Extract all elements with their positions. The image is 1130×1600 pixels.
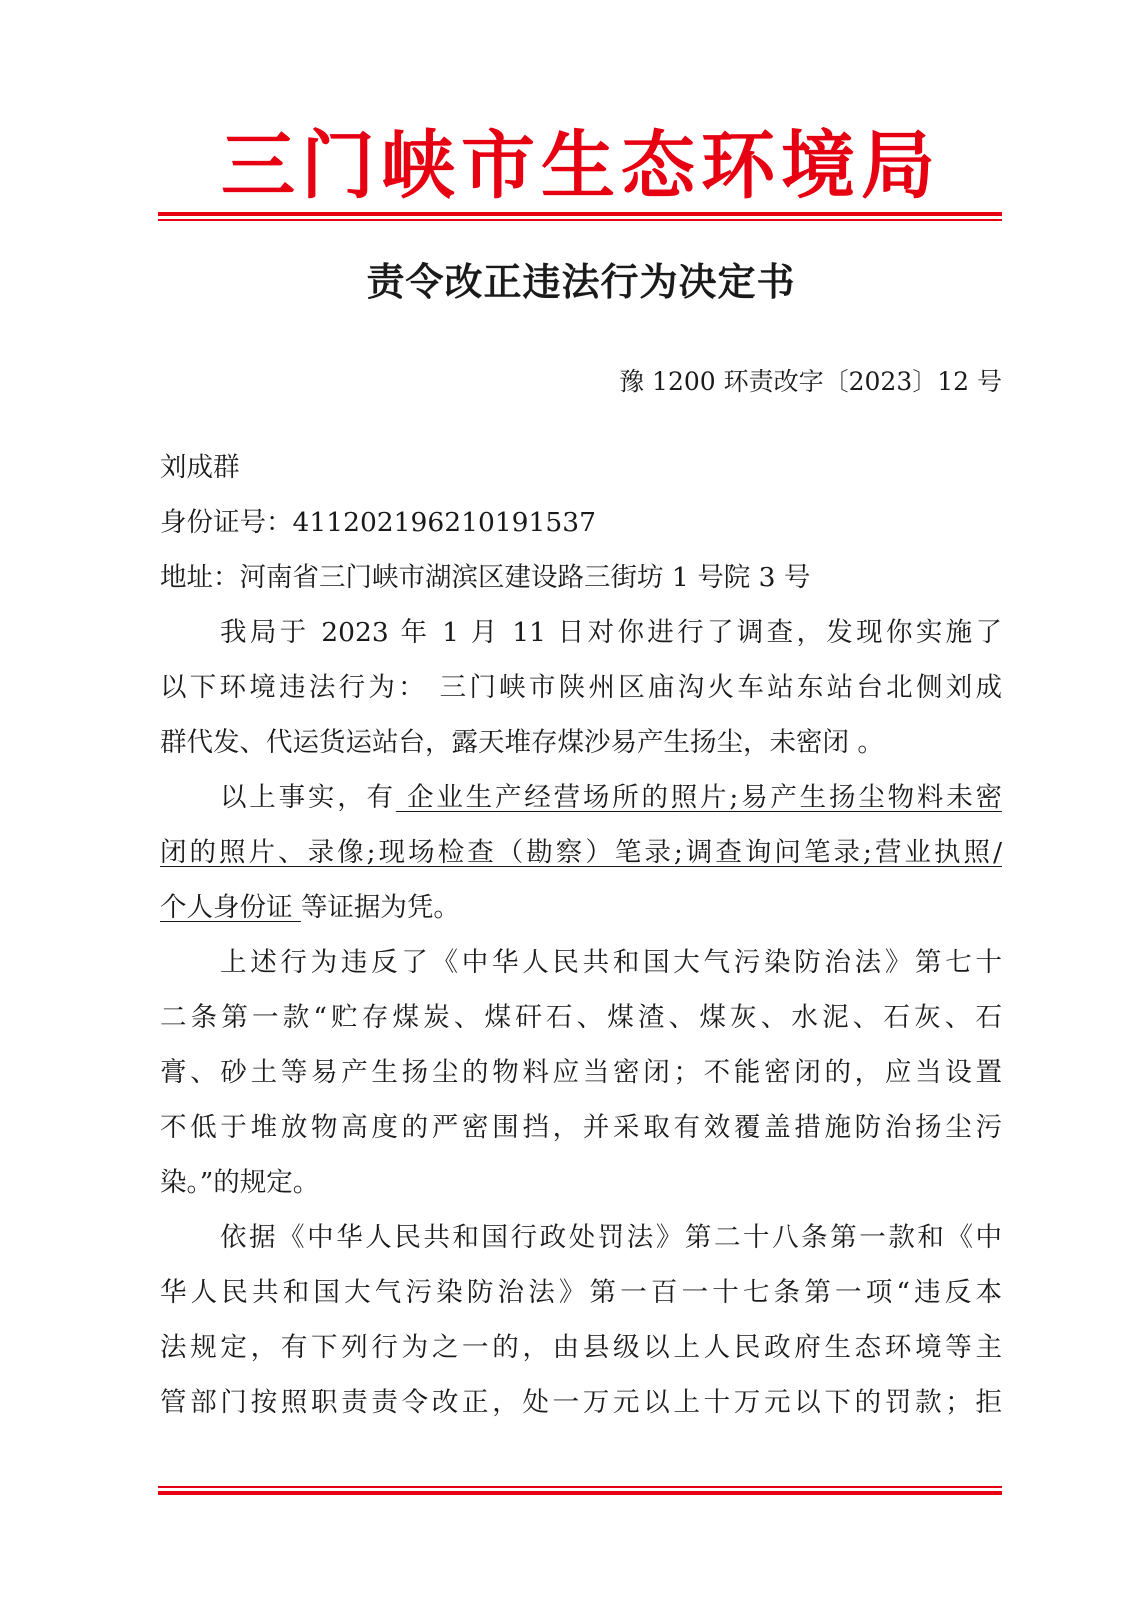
- party-name: 刘成群: [160, 452, 240, 483]
- evidence-intro: 以上事实，有: [220, 782, 396, 813]
- evidence-suffix: 等证据为凭。: [300, 892, 460, 923]
- header-rule-thin: [158, 219, 1002, 221]
- paragraph-4-line-1: 依据《中华人民共和国行政处罚法》第二十八条第一款和《中: [220, 1222, 1002, 1253]
- paragraph-2-line-3: [160, 886, 1002, 930]
- organization-name: 三门峡市生态环境局: [221, 123, 941, 209]
- paragraph-1-line-2: 以下环境违法行为： 三门峡市陕州区庙沟火车站东站台北侧刘成: [160, 672, 1002, 703]
- paragraph-2-line-1: [220, 776, 1002, 820]
- footer-rule-thick: [158, 1491, 1002, 1495]
- evidence-list-cont: 闭的照片、录像;现场检查（勘察）笔录;调查询问笔录;营业执照/: [160, 837, 1002, 868]
- evidence-list: 企业生产经营场所的照片;易产生扬尘物料未密: [395, 782, 1002, 813]
- paragraph-2-line-2: [160, 831, 1002, 875]
- footer-rule-thin: [158, 1486, 1002, 1488]
- paragraph-3-line-2: 二条第一款“贮存煤炭、煤矸石、煤渣、煤灰、水泥、石灰、石: [160, 1002, 1002, 1033]
- evidence-list-end: 个人身份证: [160, 892, 301, 923]
- paragraph-3-line-3: 膏、砂土等易产生扬尘的物料应当密闭；不能密闭的，应当设置: [160, 1057, 1002, 1088]
- paragraph-1-line-3: 群代发、代运货运站台，露天堆存煤沙易产生扬尘，未密闭 。: [160, 727, 884, 758]
- paragraph-3-line-5: 染。”的规定。: [160, 1167, 320, 1198]
- paragraph-4-line-4: 管部门按照职责责令改正，处一万元以上十万元以下的罚款；拒: [160, 1387, 1002, 1418]
- header-rule-thick: [158, 212, 1002, 216]
- paragraph-3-line-4: 不低于堆放物高度的严密围挡，并采取有效覆盖措施防治扬尘污: [160, 1112, 1002, 1143]
- party-id-number: 身份证号：411202196210191537: [160, 507, 596, 538]
- paragraph-4-line-2: 华人民共和国大气污染防治法》第一百一十七条第一项“违反本: [160, 1277, 1002, 1308]
- document-number: 豫 1200 环责改字〔2023〕12 号: [619, 367, 1002, 396]
- paragraph-3-line-1: 上述行为违反了《中华人民共和国大气污染防治法》第七十: [220, 947, 1002, 978]
- document-title: 责令改正违法行为决定书: [366, 259, 796, 304]
- paragraph-4-line-3: 法规定，有下列行为之一的，由县级以上人民政府生态环境等主: [160, 1332, 1002, 1363]
- party-address: 地址：河南省三门峡市湖滨区建设路三街坊 1 号院 3 号: [160, 562, 811, 593]
- paragraph-1-line-1: 我局于 2023 年 1 月 11 日对你进行了调查，发现你实施了: [220, 617, 1002, 648]
